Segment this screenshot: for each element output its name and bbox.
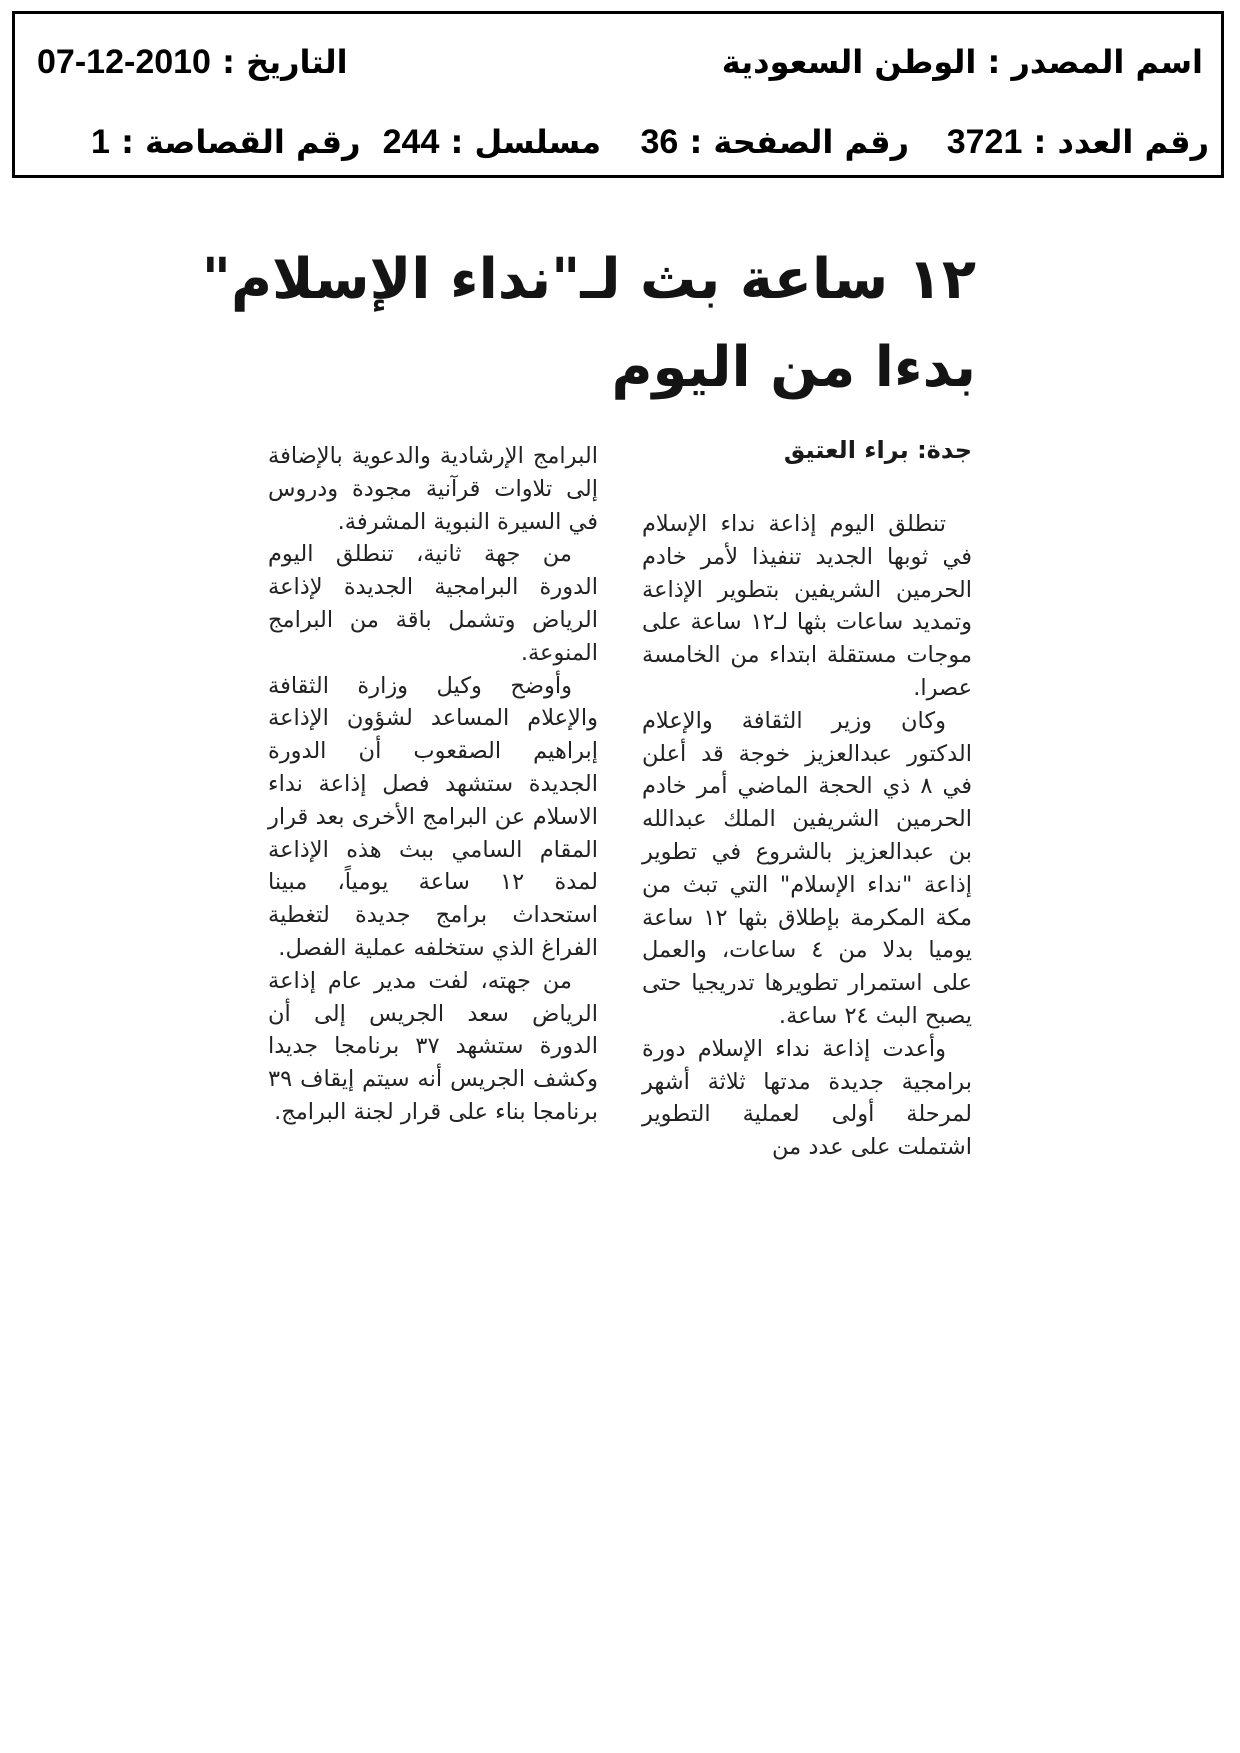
article-column-right: [642, 508, 972, 1164]
source-label: اسم المصدر: [1011, 43, 1203, 81]
article-column-left: [268, 440, 598, 1129]
article-paragraph: من جهة ثانية، تنطلق اليوم الدورة البرامجية الجديدة لإذاعة الرياض وتشمل باقة من البرامج المنوعة.: [268, 541, 598, 666]
date-label: التاريخ: [246, 43, 348, 81]
clip-value: 1: [91, 123, 110, 161]
article-byline: جدة: براء العتيق: [783, 436, 972, 464]
article-paragraph: من جهته، لفت مدير عام إذاعة الرياض سعد الجريس إلى أن الدورة ستشهد ٣٧ برنامجا جديدا وكشف الجريس أنه سيتم إيقاف ٣٩ برنامجا بناء على قرار لجنة البرامج.: [268, 967, 599, 1125]
serial-label: مسلسل: [474, 123, 601, 161]
serial-field: [383, 118, 601, 166]
page-label: رقم الصفحة: [713, 123, 909, 161]
serial-value: 244: [382, 123, 440, 161]
date-field: [37, 38, 348, 86]
issue-label: رقم العدد: [1057, 123, 1209, 161]
source-value: الوطن السعودية: [721, 43, 977, 81]
issue-value: 3721: [946, 123, 1023, 161]
metadata-row-top: [15, 38, 1221, 90]
page-separator: :: [689, 123, 703, 161]
date-value: 2010-12-07: [37, 43, 211, 81]
article-paragraph: وأعدت إذاعة نداء الإسلام دورة برامجية جديدة مدتها ثلاثة أشهر لمرحلة أولى لعملية التطوير اشتملت على عدد من: [642, 1035, 972, 1161]
headline-line-2: بدءا من اليوم: [611, 335, 976, 400]
article-paragraph: وأوضح وكيل وزارة الثقافة والإعلام المساعد لشؤون الإذاعة إبراهيم الصقعوب أن الدورة الجديدة ستشهد فصل إذاعة نداء الاسلام عن البرامج الأخرى بعد قرار المقام السامي ببث هذه الإذاعة لمدة ١٢ ساعة يومياً، مبينا استحداث برامج جديدة لتغطية الفراغ الذي ستخلفه عملية الفصل.: [268, 672, 598, 961]
page-value: 36: [640, 123, 679, 161]
source-field: [722, 38, 1203, 86]
article-headline: [201, 236, 976, 412]
headline-line-1: ١٢ ساعة بث لـ"نداء الإسلام": [201, 247, 976, 312]
clip-separator: :: [121, 123, 134, 161]
article-paragraph: تنطلق اليوم إذاعة نداء الإسلام في ثوبها الجديد تنفيذا لأمر خادم الحرمين الشريفين بتطوير الإذاعة وتمديد ساعات بثها لـ١٢ ساعة على موجات مستقلة ابتداء من الخامسة عصرا.: [642, 511, 972, 701]
source-separator: :: [987, 43, 1001, 81]
date-separator: :: [222, 43, 235, 81]
page-field: [640, 118, 909, 166]
issue-separator: :: [1033, 123, 1047, 161]
serial-separator: :: [450, 123, 464, 161]
metadata-row-bottom: [15, 118, 1221, 170]
issue-field: [947, 118, 1209, 166]
article-paragraph: البرامج الإرشادية والدعوية بالإضافة إلى تلاوات قرآنية مجودة ودروس في السيرة النبوية المشرفة.: [268, 443, 598, 535]
article-paragraph: وكان وزير الثقافة والإعلام الدكتور عبدالعزيز خوجة قد أعلن في ٨ ذي الحجة الماضي أمر خادم الحرمين الشريفين الملك عبدالله بن عبدالعزيز بالشروع في تطوير إذاعة "نداء الإسلام" التي تبث من مكة المكرمة بإطلاق بثها ١٢ ساعة يوميا بدلا من ٤ ساعات، والعمل على استمرار تطويرها تدريجيا حتى يصبح البث ٢٤ ساعة.: [642, 707, 973, 1029]
clip-label: رقم القصاصة: [145, 123, 361, 161]
clip-field: [91, 118, 361, 166]
archive-metadata-box: [12, 11, 1224, 178]
